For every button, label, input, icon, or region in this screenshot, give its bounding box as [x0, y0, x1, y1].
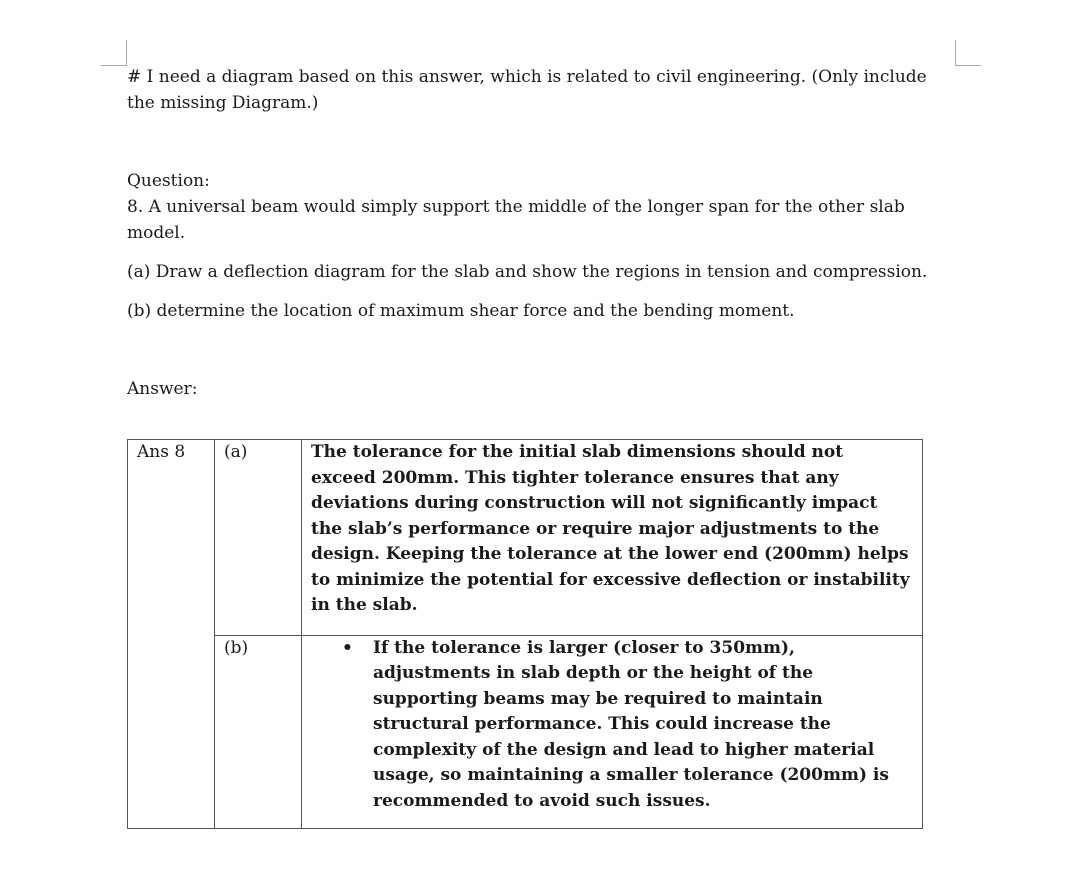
page-corner-mark-top-right: [955, 40, 981, 66]
part-a-answer-text: The tolerance for the initial slab dimensions should not exceed 200mm. This tighter tolerance ensures that any deviations during construction will not significantly impact the slab’s performance or require major adjustments to the design. Keeping the tolerance at the lower end (200mm) helps to minimize the potential for excessive deflection or instability in the slab.: [311, 442, 910, 615]
document-body: [127, 64, 953, 829]
part-a-label: (a): [224, 442, 248, 462]
part-b-label: (b): [224, 637, 249, 658]
page-corner-mark-top-left: [101, 40, 127, 66]
intro-text: # I need a diagram based on this answer, which is related to civil engineering. (Only include the missing Diagram.): [127, 67, 927, 113]
answer-row-b: [128, 635, 923, 829]
part-b-answer-text: If the tolerance is larger (closer to 350mm), adjustments in slab depth or the height of the supporting beams may be required to maintain structural performance. This could increase the complexity of the design and lead to higher material usage, so maintaining a smaller tolerance (200mm) is recommended to avoid such issues.: [373, 637, 889, 811]
part-b-bullet-list: [311, 636, 913, 815]
answer-table: [127, 439, 923, 829]
answer-row-a: [128, 440, 923, 636]
question-part-a: (a) Draw a deflection diagram for the slab and show the regions in tension and compression.: [127, 262, 928, 282]
question-text: 8. A universal beam would simply support the middle of the longer span for the other slab model.: [127, 197, 905, 243]
list-item: [342, 636, 913, 815]
part-b-answer-cell: [302, 635, 923, 829]
bullet-icon: •: [342, 637, 353, 658]
part-a-answer-cell: [302, 440, 923, 636]
part-a-label-cell: [215, 440, 302, 636]
answer-number: Ans 8: [137, 442, 186, 462]
answer-number-cell: [128, 440, 215, 829]
answer-label: Answer:: [127, 379, 198, 399]
question-part-b: (b) determine the location of maximum shear force and the bending moment.: [127, 301, 795, 321]
question-label: Question:: [127, 171, 210, 191]
part-b-label-cell: [215, 635, 302, 829]
